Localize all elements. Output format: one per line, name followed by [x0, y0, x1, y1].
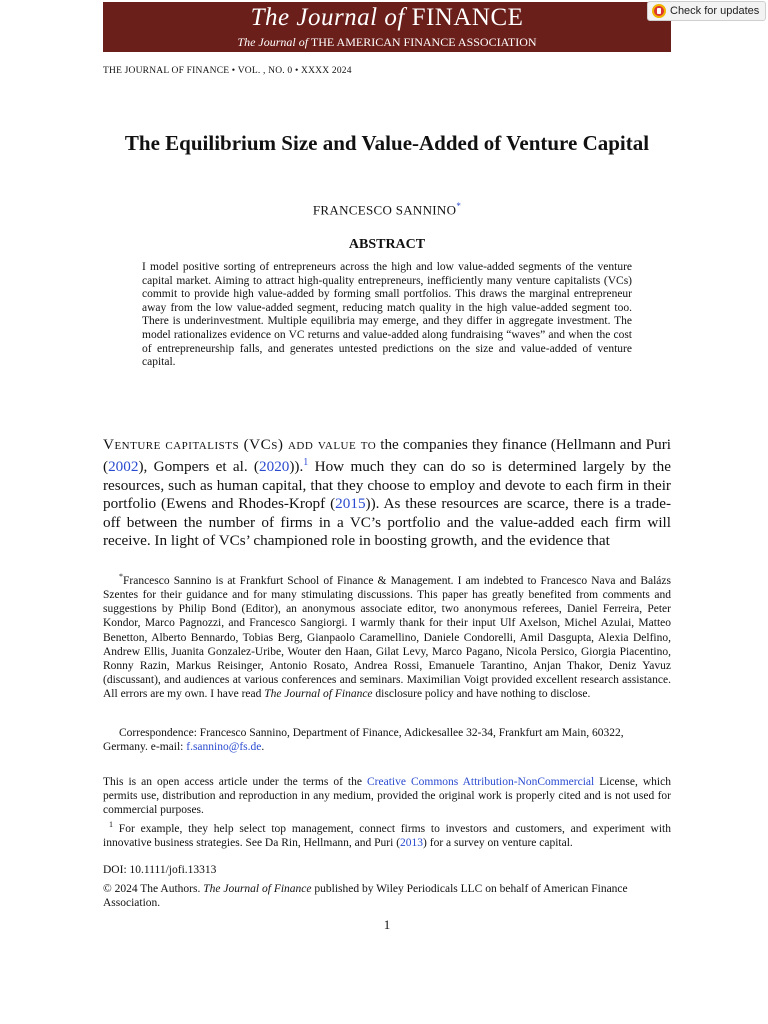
copyright-note: © 2024 The Authors. The Journal of Finance published by Wiley Periodicals LLC on behalf of American Finance Association. — [103, 883, 628, 910]
citation-link[interactable]: 2002 — [108, 458, 139, 476]
author-name: FRANCESCO SANNINO* — [312, 201, 462, 218]
journal-banner — [103, 2, 671, 52]
correspondence-note: Correspondence: Francesco Sannino, Department of Finance, Adickesallee 32-34, Frankfurt am Main, 60322, Germany. e-mail: f.sannino@fs.de. — [103, 727, 624, 754]
email-link[interactable]: f.sannino@fs.de — [186, 741, 262, 754]
abstract-heading: ABSTRACT — [348, 237, 426, 252]
running-head: THE JOURNAL OF FINANCE • VOL. , NO. 0 • XXXX 2024 — [103, 66, 352, 76]
author-footnote-mark[interactable]: * — [456, 201, 462, 211]
intro-lead: Venture capitalists (VCs) add value to — [103, 436, 377, 453]
page-number: 1 — [383, 917, 391, 932]
journal-subtitle: The Journal of THE AMERICAN FINANCE ASSOCIATION — [237, 35, 537, 49]
intro-paragraph: Venture capitalists (VCs) add value to the companies they finance (Hellmann and Puri (2002), Gompers et al. (2020)).$^1$ How much they can do so is determined largely by the resources, such as human capital, that they choose to employ and devote to each firm in their portfolio (Ewens and Rhodes-Kropf (2015)). As these resources are scarce, there is a trade-off between the number of firms in a VC’s portfolio and the value-added each firm will receive. In light of VCs’ championed role in boosting growth, and the evidence that — [103, 436, 671, 550]
author-footnote: *Francesco Sannino is at Frankfurt School of Finance & Management. I am indebted to Francesco Nava and Balázs Szentes for their guidance and for many stimulating discussions. This paper has greatly benefited from comments and suggestions by Philip Bond (Editor), an anonymous associate editor, two anonymous referees, Daniel Ferreira, Peter Kondor, Marco Pagnozzi, and Francesco Sangiorgi. I warmly thank for their input Ulf Axelson, Michel Azulai, Matteo Benetton, Alberto Bennardo, Tobias Berg, Gianpaolo Caramellino, Daniele Condorelli, Amil Dasgupta, Alexia Delfino, Andrew Ellis, Juanita Gonzalez-Uribe, Wouter den Haan, Gilat Levy, Marco Pagano, Nicola Persico, Giorgia Piacentino, Ronny Razin, Markus Reisinger, Antonio Rosato, Andrea Rossi, Emanuele Tarantino, Anjan Thakor, Deniz Yavuz (discussant), and audiences at various conferences and seminars. Maximilian Voigt provided excellent research assistance. All errors are my own. I have read The Journal of Finance disclosure policy and have nothing to disclose. — [103, 572, 671, 701]
journal-title: The Journal of FINANCE — [250, 4, 524, 31]
check-for-updates-button[interactable] — [647, 1, 766, 21]
check-for-updates-label: Check for updates — [670, 5, 760, 17]
citation-link[interactable]: 2020 — [259, 458, 290, 476]
license-note: This is an open access article under the terms of the Creative Commons Attribution-NonCommercial License, which permits use, distribution and reproduction in any medium, provided the original work is properly cited and is not used for commercial purposes. — [103, 776, 671, 817]
citation-link[interactable]: 2015 — [335, 495, 366, 513]
footnote-1: $^1$ For example, they help select top management, connect firms to investors and customers, and experiment with innovative business strategies. See Da Rin, Hellmann, and Puri (2013) for a survey on venture capital. — [103, 820, 671, 850]
abstract-text: I model positive sorting of entrepreneurs across the high and low value-added segments of the venture capital market. Aiming to attract high-quality entrepreneurs, inefficiently many venture capitalists (VCs) commit to provide high value-added by forming small portfolios. This draws the marginal entrepreneur away from the low value-added segment, reducing match quality in the high value-added segment too. There is underinvestment. Multiple equilibria may emerge, and they differ in aggregate investment. The model rationalizes evidence on VC returns and value-added along fundraising “waves” and when the cost of entrepreneurship falls, and generates untested predictions on the size and value-added of venture capital. — [142, 261, 632, 369]
citation-link[interactable]: 2013 — [400, 837, 424, 850]
license-link[interactable]: Creative Commons Attribution-NonCommercial — [366, 776, 595, 788]
doi: DOI: 10.1111/jofi.13313 — [103, 864, 217, 876]
crossmark-icon — [652, 4, 666, 18]
footnote-link[interactable]: 1 — [303, 457, 309, 469]
paper-title: The Equilibrium Size and Value-Added of Venture Capital — [124, 131, 650, 155]
